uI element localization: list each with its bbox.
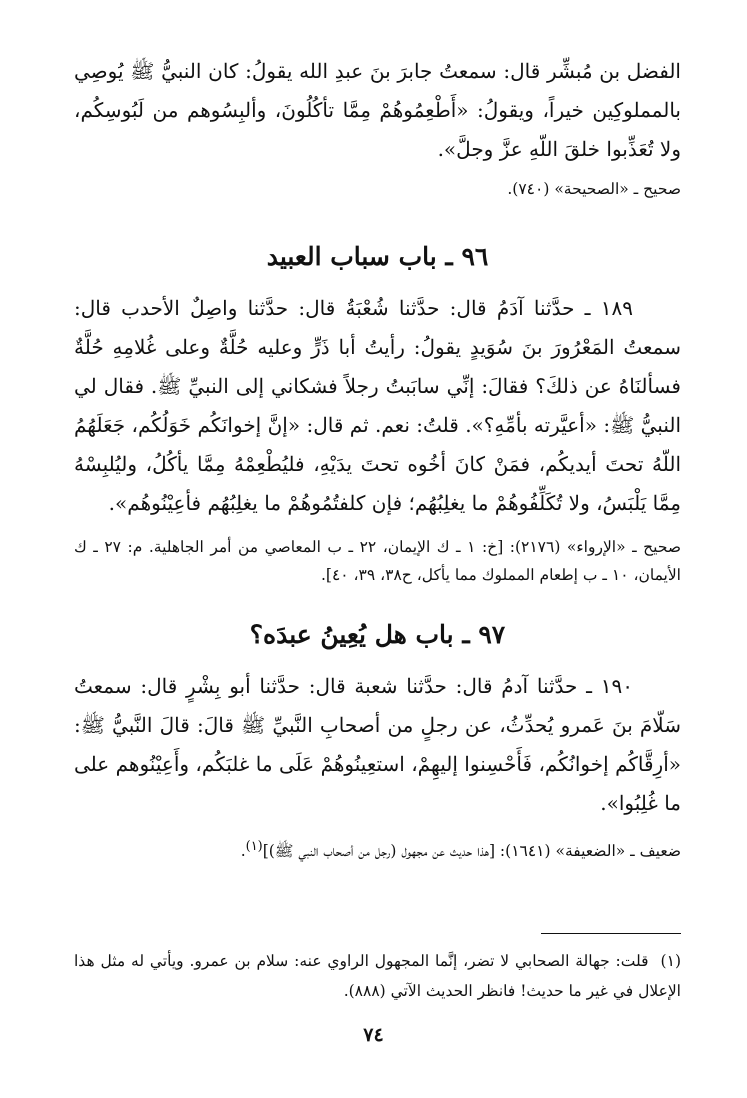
chapter-heading-97: ٩٧ ـ باب هل يُعِينُ عبدَه؟ (249, 620, 506, 649)
hadith-190: ١٩٠ ـ حدَّثنا آدمُ قال: حدَّثنا شعبة قال: حدَّثنا أبو بِشْرٍ قال: سمعتُ سَلّامَ بنَ عَمرو يُحدِّثُ، عن رجلٍ من أصحابِ النَّبيِّ ﷺ قالَ: قالَ النَّبيُّ ﷺ: «أرِقَّاكُم إخوانُكُم، فَأَحْسِنوا إليهِمْ، استعِينُوهُمْ عَلَى ما غلبَكُم، وأَعِيْنُوهم على ما غُلِبُوا». (74, 674, 681, 815)
footnote-number: (١) (660, 952, 681, 970)
intro-grade: صحيح ـ «الصحيحة» (٧٤٠). (507, 180, 681, 198)
page-body (74, 52, 681, 865)
hadith-190-grade-end: . (240, 842, 246, 861)
page-number: ٧٤ (363, 1024, 384, 1046)
hadith-190-grade (74, 833, 681, 865)
footnote-divider (541, 933, 681, 934)
intro-hadith-continuation: الفضل بن مُبشِّر قال: سمعتُ جابرَ بنَ عبدِ الله يقولُ: كان النبيُّ ﷺ يُوصِي بالمملوكِين خيراً، ويقولُ: «أَطْعِمُوهُمْ مِمَّا تأكُلُونَ، وألبِسُوهم من لَبُوسِكُم، ولا تُعَذِّبوا خلقَ اللّهِ عزَّ وجلَّ». (74, 59, 681, 161)
chapter-heading-96: ٩٦ ـ باب سباب العبيد (266, 242, 489, 271)
hadith-189: ١٨٩ ـ حدَّثنا آدَمُ قال: حدَّثنا شُعْبَةُ قال: حدَّثنا واصِلٌ الأحدب قال: سمعتُ المَعْرُورَ بنَ سُوَيدٍ يقولُ: رأيتُ أبا ذَرٍّ وعليه حُلَّةٌ وعلى غُلامِهِ حُلَّةٌ فسألنَاهُ عن ذلكَ؟ فقالَ: إنِّي سابَبتُ رجلاً فشكاني إلى النبيِّ ﷺ. فقال لي النبيُّ ﷺ: «أعيَّرته بأمِّهِ؟». قلتُ: نعم. ثم قال: «إنَّ إخوانَكُم خَوَلُكُم، جَعَلَهُمُ اللّهُ تحتَ أيديكُم، فمَنْ كانَ أخُوه تحتَ يدَيْهِ، فليُطْعِمْهُ مِمَّا يأكُلُ، وليُلبِسْهُ مِمَّا يَلْبَسُ، ولا تُكَلِّفُوهُمْ ما يغلِبُهُم؛ فإن كلفتُمُوهُمْ ما يغلِبُهُم فأعِيْنُوهُم». (74, 296, 681, 515)
hadith-190-grade-text: ضعيف ـ «الضعيفة» (١٦٤١): [هذا حديث عن مجهول (رجل من أصحاب النبي ﷺ)] (262, 842, 681, 861)
footnote-text: قلت: جهالة الصحابي لا تضر، إنَّما المجهول الراوي عنه: سلام بن عمرو. ويأتي له مثل هذا الإعلال في غير ما حديث! فانظر الحديث الآتي (٨٨٨). (74, 952, 681, 1000)
footnote-reference: (١) (245, 839, 263, 854)
hadith-189-grade: صحيح ـ «الإرواء» (٢١٧٦): [خ: ١ ـ ك الإيمان، ٢٢ ـ ب المعاصي من أمر الجاهلية. م: ٢٧ ـ ك الأيمان، ١٠ ـ ب إطعام المملوك مما يأكل، ح٣٨، ٣٩، ٤٠]. (74, 538, 681, 584)
footnote (74, 946, 681, 1006)
